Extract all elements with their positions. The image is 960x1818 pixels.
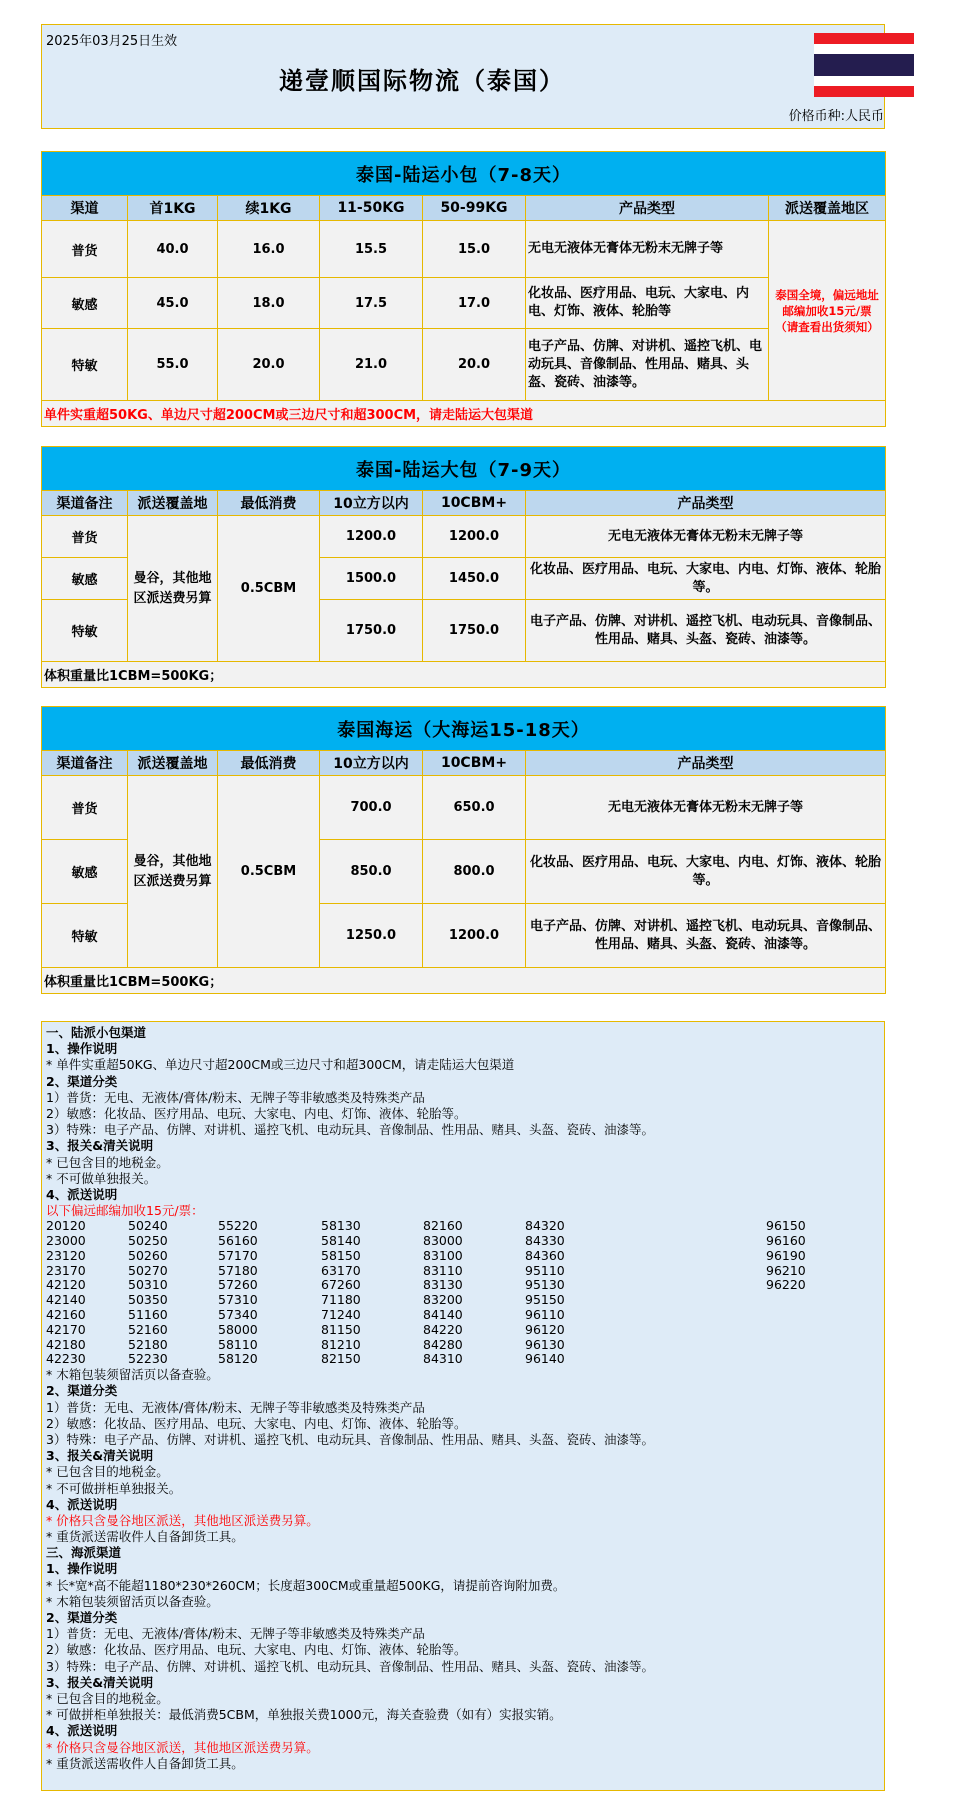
zip-code: 52160	[128, 1321, 168, 1337]
channel-name: 普货	[42, 221, 128, 278]
column-header: 10立方以内	[320, 491, 423, 516]
channel-name: 敏感	[42, 278, 128, 329]
price-cell: 20.0	[423, 329, 526, 401]
note-line: * 价格只含曼谷地区派送，其他地区派送费另算。	[46, 1512, 319, 1528]
zip-code: 58130	[321, 1218, 361, 1234]
sea-freight-table	[41, 706, 886, 994]
price-cell: 21.0	[320, 329, 423, 401]
big-parcel-table	[41, 446, 886, 688]
zip-code: 57180	[218, 1262, 258, 1278]
zip-code: 67260	[321, 1277, 361, 1293]
zip-code: 58000	[218, 1321, 258, 1337]
product-type: 化妆品、医疗用品、电玩、大家电、内电、灯饰、液体、轮胎等。	[526, 558, 886, 600]
zip-code	[766, 1293, 876, 1308]
zip-code: 95130	[525, 1277, 565, 1293]
zip-code: 42140	[46, 1292, 86, 1308]
note-line: 以下偏远邮编加收15元/票：	[46, 1203, 204, 1219]
note-line: * 可做拼柜单独报关：最低消费5CBM，单独报关费1000元，海关查验费（如有）实报实销。	[46, 1707, 562, 1723]
big-parcel-title: 泰国-陆运大包（7-9天）	[42, 447, 886, 491]
zip-code: 42170	[46, 1321, 86, 1337]
note-line: 2）敏感：化妆品、医疗用品、电玩、大家电、内电、灯饰、液体、轮胎等。	[46, 1415, 467, 1431]
zip-code: 50250	[128, 1233, 168, 1249]
note-line: * 已包含目的地税金。	[46, 1464, 169, 1480]
product-type: 无电无液体无膏体无粉末无牌子等	[526, 516, 886, 558]
flag-stripe	[814, 54, 914, 75]
note-line: * 已包含目的地税金。	[46, 1154, 169, 1170]
zip-code: 83200	[423, 1292, 463, 1308]
price-cell: 20.0	[218, 329, 320, 401]
product-type: 无电无液体无膏体无粉末无牌子等	[526, 221, 769, 278]
remote-zip-grid	[46, 1219, 880, 1367]
price-cell: 1500.0	[320, 558, 423, 600]
zip-code: 84220	[423, 1321, 463, 1337]
note-line: * 长*宽*高不能超1180*230*260CM；长度超300CM或重量超500KG，请提前咨询附加费。	[46, 1577, 566, 1593]
zip-code: 96130	[525, 1336, 565, 1352]
price-cell: 800.0	[423, 840, 526, 904]
price-cell: 650.0	[423, 776, 526, 840]
zip-code: 50350	[128, 1292, 168, 1308]
note-line: 4、派送说明	[46, 1496, 118, 1512]
note-line: 三、海派渠道	[46, 1545, 122, 1561]
price-cell: 17.5	[320, 278, 423, 329]
zip-code: 20120	[46, 1218, 86, 1234]
header-banner	[41, 24, 885, 129]
zip-code: 58110	[218, 1336, 258, 1352]
zip-code: 82150	[321, 1351, 361, 1367]
zip-code: 57340	[218, 1307, 258, 1323]
note-line: 3、报关&清关说明	[46, 1674, 154, 1690]
price-cell: 1750.0	[423, 600, 526, 662]
zip-code: 95110	[525, 1262, 565, 1278]
zip-code: 50270	[128, 1262, 168, 1278]
note-line: 2）敏感：化妆品、医疗用品、电玩、大家电、内电、灯饰、液体、轮胎等。	[46, 1642, 467, 1658]
zip-code: 42120	[46, 1277, 86, 1293]
note-line: * 不可做单独报关。	[46, 1170, 157, 1186]
zip-code: 83000	[423, 1233, 463, 1249]
note-line: 1）普货：无电、无液体/膏体/粉末、无牌子等非敏感类及特殊类产品	[46, 1089, 425, 1105]
zip-code: 50260	[128, 1247, 168, 1263]
zip-code: 42180	[46, 1336, 86, 1352]
zip-code	[766, 1352, 876, 1367]
zip-code: 83130	[423, 1277, 463, 1293]
table-row	[42, 516, 886, 558]
note-line: * 已包含目的地税金。	[46, 1690, 169, 1706]
column-header: 50-99KG	[423, 196, 526, 221]
zip-code: 58120	[218, 1351, 258, 1367]
zip-code: 84360	[525, 1247, 565, 1263]
price-cell: 15.5	[320, 221, 423, 278]
zip-code	[766, 1308, 876, 1323]
channel-name: 特敏	[42, 904, 128, 968]
zip-code: 82160	[423, 1218, 463, 1234]
price-cell: 1450.0	[423, 558, 526, 600]
zip-code: 23120	[46, 1247, 86, 1263]
note-line: 2）敏感：化妆品、医疗用品、电玩、大家电、内电、灯饰、液体、轮胎等。	[46, 1105, 467, 1121]
currency-label: 价格币种:人民币	[788, 109, 884, 124]
column-header: 产品类型	[526, 491, 886, 516]
price-cell: 45.0	[128, 278, 218, 329]
zip-code: 96160	[766, 1233, 806, 1249]
price-cell: 1200.0	[320, 516, 423, 558]
notes-section-b	[46, 1367, 880, 1772]
zip-code: 57170	[218, 1247, 258, 1263]
column-header: 渠道	[42, 196, 128, 221]
note-line: 3）特殊：电子产品、仿牌、对讲机、遥控飞机、电动玩具、音像制品、性用品、赌具、头盔、瓷砖、油漆等。	[46, 1431, 654, 1447]
shipping-notes	[41, 1021, 885, 1791]
zip-code: 23000	[46, 1233, 86, 1249]
zip-code	[766, 1338, 876, 1353]
sea-freight-note: 体积重量比1CBM=500KG；	[42, 968, 886, 994]
product-type: 电子产品、仿牌、对讲机、遥控飞机、电动玩具、音像制品、性用品、赌具、头盔、瓷砖、油漆等。	[526, 329, 769, 401]
zip-code: 57310	[218, 1292, 258, 1308]
price-cell: 55.0	[128, 329, 218, 401]
coverage-area: 泰国全境，偏远地址邮编加收15元/票（请查看出货须知）	[769, 221, 886, 401]
note-line: 1、操作说明	[46, 1041, 118, 1057]
zip-code: 71180	[321, 1292, 361, 1308]
zip-code: 84140	[423, 1307, 463, 1323]
note-line: 4、派送说明	[46, 1186, 118, 1202]
note-line: 3）特殊：电子产品、仿牌、对讲机、遥控飞机、电动玩具、音像制品、性用品、赌具、头盔、瓷砖、油漆等。	[46, 1658, 654, 1674]
product-type: 电子产品、仿牌、对讲机、遥控飞机、电动玩具、音像制品、性用品、赌具、头盔、瓷砖、油漆等。	[526, 904, 886, 968]
price-cell: 18.0	[218, 278, 320, 329]
zip-code: 81210	[321, 1336, 361, 1352]
zip-code: 51160	[128, 1307, 168, 1323]
note-line: * 重货派送需收件人自备卸货工具。	[46, 1529, 244, 1545]
table-row	[42, 221, 886, 278]
zip-code: 96210	[766, 1262, 806, 1278]
column-header: 10立方以内	[320, 751, 423, 776]
zip-code: 52230	[128, 1351, 168, 1367]
note-line: * 木箱包装须留活页以备查验。	[46, 1593, 219, 1609]
zip-code: 84310	[423, 1351, 463, 1367]
zip-code: 96190	[766, 1247, 806, 1263]
zip-code: 52180	[128, 1336, 168, 1352]
note-line: * 重货派送需收件人自备卸货工具。	[46, 1755, 244, 1771]
zip-code: 50310	[128, 1277, 168, 1293]
price-cell: 40.0	[128, 221, 218, 278]
channel-name: 普货	[42, 776, 128, 840]
sea-freight-title: 泰国海运（大海运15-18天）	[42, 707, 886, 751]
effective-date: 2025年03月25日生效	[46, 34, 178, 49]
note-line: 1）普货：无电、无液体/膏体/粉末、无牌子等非敏感类及特殊类产品	[46, 1399, 425, 1415]
product-type: 无电无液体无膏体无粉末无牌子等	[526, 776, 886, 840]
column-header: 渠道备注	[42, 491, 128, 516]
note-line: 2、渠道分类	[46, 1383, 118, 1399]
notes-section-a	[46, 1025, 880, 1219]
coverage-area: 曼谷，其他地区派送费另算	[128, 516, 218, 662]
zip-code: 56160	[218, 1233, 258, 1249]
flag-stripe	[814, 33, 914, 44]
price-cell: 1200.0	[423, 516, 526, 558]
note-line: * 单件实重超50KG、单边尺寸超200CM或三边尺寸和超300CM，请走陆运大包渠道	[46, 1057, 515, 1073]
column-header: 10CBM+	[423, 751, 526, 776]
minimum-charge: 0.5CBM	[218, 776, 320, 968]
note-line: 2、渠道分类	[46, 1610, 118, 1626]
small-parcel-note: 单件实重超50KG、单边尺寸超200CM或三边尺寸和超300CM，请走陆运大包渠道	[42, 401, 886, 427]
minimum-charge: 0.5CBM	[218, 516, 320, 662]
zip-code: 84280	[423, 1336, 463, 1352]
column-header: 派送覆盖地	[128, 491, 218, 516]
flag-stripe	[814, 86, 914, 97]
note-line: 1、操作说明	[46, 1561, 118, 1577]
big-parcel-note: 体积重量比1CBM=500KG；	[42, 662, 886, 688]
zip-code: 96110	[525, 1307, 565, 1323]
column-header: 最低消费	[218, 751, 320, 776]
channel-name: 特敏	[42, 600, 128, 662]
price-cell: 17.0	[423, 278, 526, 329]
small-parcel-title: 泰国-陆运小包（7-8天）	[42, 152, 886, 196]
column-header: 11-50KG	[320, 196, 423, 221]
column-header: 派送覆盖地	[128, 751, 218, 776]
price-cell: 1200.0	[423, 904, 526, 968]
zip-code: 63170	[321, 1262, 361, 1278]
price-cell: 15.0	[423, 221, 526, 278]
zip-code: 81150	[321, 1321, 361, 1337]
note-line: 4、派送说明	[46, 1723, 118, 1739]
channel-name: 敏感	[42, 558, 128, 600]
zip-code: 96120	[525, 1321, 565, 1337]
zip-code: 57260	[218, 1277, 258, 1293]
column-header: 渠道备注	[42, 751, 128, 776]
note-line: 2、渠道分类	[46, 1073, 118, 1089]
zip-code: 83110	[423, 1262, 463, 1278]
column-header: 产品类型	[526, 751, 886, 776]
product-type: 化妆品、医疗用品、电玩、大家电、内电、灯饰、液体、轮胎等。	[526, 840, 886, 904]
note-line: * 木箱包装须留活页以备查验。	[46, 1367, 219, 1383]
note-line: 一、陆派小包渠道	[46, 1025, 147, 1040]
zip-code: 55220	[218, 1218, 258, 1234]
price-cell: 16.0	[218, 221, 320, 278]
price-cell: 850.0	[320, 840, 423, 904]
zip-code: 96150	[766, 1218, 806, 1234]
thailand-flag-icon	[814, 33, 914, 97]
channel-name: 特敏	[42, 329, 128, 401]
channel-name: 敏感	[42, 840, 128, 904]
note-line: * 价格只含曼谷地区派送，其他地区派送费另算。	[46, 1739, 319, 1755]
page-title: 递壹顺国际物流（泰国）	[279, 67, 565, 95]
column-header: 首1KG	[128, 196, 218, 221]
table-row	[42, 329, 886, 401]
price-cell: 1750.0	[320, 600, 423, 662]
note-line: 3、报关&清关说明	[46, 1448, 154, 1464]
zip-code: 84330	[525, 1233, 565, 1249]
zip-code: 71240	[321, 1307, 361, 1323]
column-header: 最低消费	[218, 491, 320, 516]
zip-code: 96140	[525, 1351, 565, 1367]
zip-code	[766, 1323, 876, 1338]
small-parcel-table	[41, 151, 886, 427]
zip-code: 58150	[321, 1247, 361, 1263]
price-cell: 700.0	[320, 776, 423, 840]
table-row	[42, 776, 886, 840]
zip-code: 83100	[423, 1247, 463, 1263]
channel-name: 普货	[42, 516, 128, 558]
note-line: * 不可做拼柜单独报关。	[46, 1480, 182, 1496]
zip-code: 42160	[46, 1307, 86, 1323]
column-header: 续1KG	[218, 196, 320, 221]
column-header: 派送覆盖地区	[769, 196, 886, 221]
coverage-area: 曼谷，其他地区派送费另算	[128, 776, 218, 968]
column-header: 产品类型	[526, 196, 769, 221]
zip-code: 84320	[525, 1218, 565, 1234]
note-line: 3）特殊：电子产品、仿牌、对讲机、遥控飞机、电动玩具、音像制品、性用品、赌具、头盔、瓷砖、油漆等。	[46, 1122, 654, 1138]
flag-stripe	[814, 44, 914, 55]
note-line: 1）普货：无电、无液体/膏体/粉末、无牌子等非敏感类及特殊类产品	[46, 1626, 425, 1642]
zip-code: 42230	[46, 1351, 86, 1367]
column-header: 10CBM+	[423, 491, 526, 516]
price-cell: 1250.0	[320, 904, 423, 968]
product-type: 化妆品、医疗用品、电玩、大家电、内电、灯饰、液体、轮胎等	[526, 278, 769, 329]
zip-code: 50240	[128, 1218, 168, 1234]
table-row	[42, 278, 886, 329]
zip-code: 23170	[46, 1262, 86, 1278]
note-line: 3、报关&清关说明	[46, 1138, 154, 1154]
zip-code: 96220	[766, 1277, 806, 1293]
flag-stripe	[814, 76, 914, 87]
zip-code: 58140	[321, 1233, 361, 1249]
zip-code: 95150	[525, 1292, 565, 1308]
product-type: 电子产品、仿牌、对讲机、遥控飞机、电动玩具、音像制品、性用品、赌具、头盔、瓷砖、油漆等。	[526, 600, 886, 662]
